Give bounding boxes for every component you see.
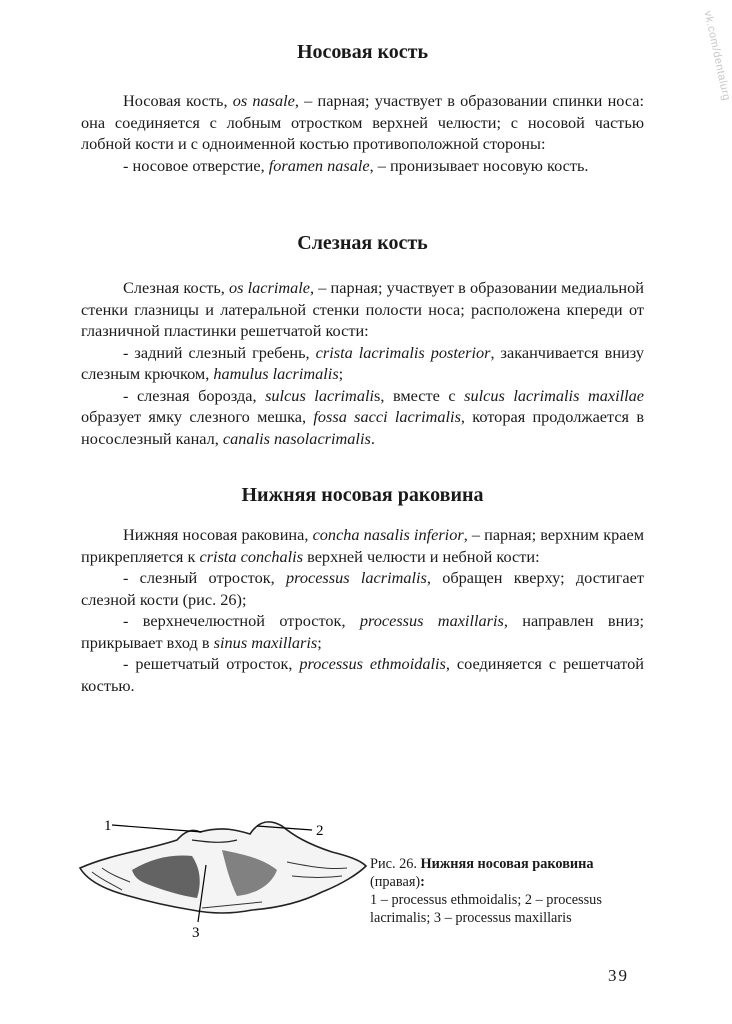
figure-label-1: 1	[104, 818, 112, 834]
text-run: , – парная; верхним краем прикрепляется к	[81, 525, 644, 566]
text-run: .	[370, 428, 375, 448]
paragraph	[81, 567, 644, 610]
section-body-inferior-concha	[81, 524, 644, 696]
text-run: , – парная; участвует в образовании спинки носа: она соединяется с лобным отростком верхней челюсти; с носовой частью лобной кости и с одноименной костью противоположной стороны:	[81, 91, 645, 153]
inferior-concha-figure	[72, 810, 372, 940]
latin-term: sulcus lacrimalis maxillae	[464, 385, 645, 405]
section-title-nasal-bone: Носовая кость	[296, 41, 429, 63]
text-run: , обращен кверху; достигает слезной кости (рис. 26);	[81, 568, 644, 609]
latin-term: processus maxillaris	[359, 611, 504, 630]
label-line-1	[112, 825, 202, 832]
section-body-nasal-bone	[81, 90, 644, 176]
paragraph	[81, 155, 644, 177]
caption-body: 1 – processus ethmoidalis; 2 – processus lacrimalis; 3 – processus maxillaris	[370, 892, 602, 926]
section-body-lacrimal-bone	[81, 277, 644, 449]
figure-label-3: 3	[192, 925, 200, 941]
caption-side: (правая)	[370, 874, 421, 890]
latin-term: canalis nasolacrimalis	[222, 428, 371, 448]
latin-term: sulcus lacrimali	[265, 385, 375, 405]
latin-term: crista lacrimalis posterior	[315, 342, 491, 362]
latin-term: fossa sacci lacrimalis	[313, 407, 461, 426]
latin-term: os nasale	[232, 91, 295, 110]
paragraph	[81, 610, 644, 653]
text-run: , – пронизывает носовую кость.	[369, 155, 589, 175]
paragraph	[81, 385, 644, 450]
text-run: ;	[338, 364, 344, 383]
caption-colon: :	[420, 874, 425, 890]
text-run: - верхнечелюстной отросток,	[123, 611, 360, 630]
text-run: ;	[317, 632, 322, 652]
page-number: 39	[608, 966, 629, 985]
text-run: верхней челюсти и небной кости:	[303, 546, 540, 566]
caption-prefix: Рис. 26.	[370, 856, 417, 872]
paragraph	[81, 342, 644, 385]
paragraph	[81, 277, 644, 342]
text-run: , направлен вниз; прикрывает вход в	[81, 611, 644, 652]
text-run: Нижняя носовая раковина,	[123, 525, 313, 544]
text-run: Слезная кость,	[123, 278, 230, 297]
text-run: , – парная; участвует в образовании медиальной стенки глазницы и латеральной стенки полости носа; расположена кпереди от глазничной пластинки решетчатой кости:	[81, 278, 644, 340]
figure-caption	[370, 855, 645, 927]
text-run: - задний слезный гребень,	[123, 342, 316, 362]
latin-term: crista conchalis	[199, 546, 304, 566]
latin-term: os lacrimale	[229, 278, 311, 297]
paragraph	[81, 524, 644, 567]
latin-term: processus lacrimalis	[285, 568, 427, 587]
paragraph	[81, 90, 644, 155]
caption-title: Нижняя носовая раковина	[420, 856, 594, 872]
latin-term: hamulus lacrimalis	[213, 364, 339, 383]
text-run: , которая продолжается в носослезный канал,	[81, 407, 645, 448]
section-title-lacrimal-bone: Слезная кость	[297, 232, 428, 254]
text-run: , соединяется с решетчатой костью.	[81, 654, 644, 695]
text-run: s, вместе с	[374, 385, 465, 405]
text-run: , заканчивается внизу слезным крючком,	[81, 342, 645, 383]
text-run: образует ямку слезного мешка,	[81, 407, 314, 426]
figure-label-2: 2	[316, 823, 324, 839]
text-run: - слезный отросток,	[123, 568, 286, 587]
text-run: - решетчатый отросток,	[123, 654, 300, 673]
latin-term: foramen nasale	[268, 155, 370, 175]
text-run: - носовое отверстие,	[123, 155, 269, 175]
watermark: vk.com/dentalurg	[701, 9, 732, 103]
text-run: - слезная борозда,	[123, 385, 266, 405]
section-title-inferior-concha: Нижняя носовая раковина	[241, 484, 484, 506]
latin-term: processus ethmoidalis	[299, 654, 446, 673]
latin-term: concha nasalis inferior	[312, 525, 464, 544]
latin-term: sinus maxillaris	[213, 632, 318, 652]
text-run: Носовая кость,	[123, 91, 233, 110]
paragraph	[81, 653, 644, 696]
